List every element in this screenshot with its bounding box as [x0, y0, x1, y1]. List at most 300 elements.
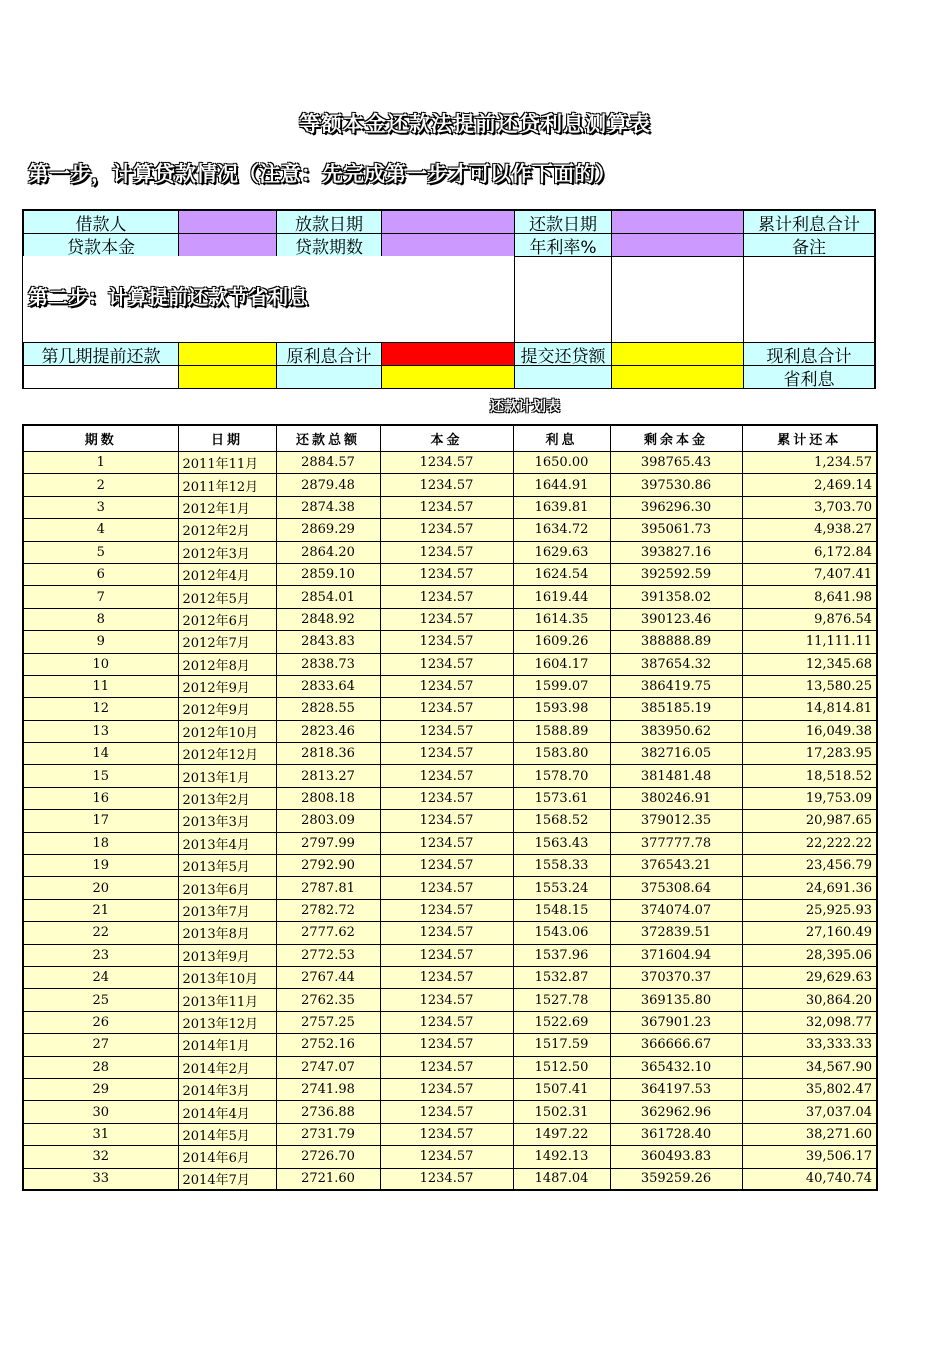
cell-remaining-principal[interactable]: 395061.73: [610, 519, 742, 541]
table-row: [23, 631, 877, 653]
cell-total-payment[interactable]: 2752.16: [276, 1034, 380, 1056]
cell-period[interactable]: 15: [23, 765, 178, 787]
cell-principal[interactable]: 1234.57: [380, 877, 513, 899]
table-row: [23, 1034, 877, 1056]
cell-total-payment[interactable]: 2782.72: [276, 899, 380, 921]
cell-interest[interactable]: 1644.91: [513, 474, 610, 496]
cell-cumulative-principal[interactable]: 33,333.33: [742, 1034, 877, 1056]
cell-remaining-principal[interactable]: 398765.43: [610, 452, 742, 474]
cell-interest[interactable]: 1583.80: [513, 743, 610, 765]
cell-cumulative-principal[interactable]: 35,802.47: [742, 1078, 877, 1100]
cell-interest[interactable]: 1573.61: [513, 787, 610, 809]
cell-period[interactable]: 6: [23, 563, 178, 585]
cell-principal[interactable]: 1234.57: [380, 922, 513, 944]
cell-total-payment[interactable]: 2797.99: [276, 832, 380, 854]
cell-period[interactable]: 13: [23, 720, 178, 742]
cell-period[interactable]: 11: [23, 675, 178, 697]
cell-period[interactable]: 24: [23, 966, 178, 988]
cell-period[interactable]: 4: [23, 519, 178, 541]
cell-total-payment[interactable]: 2747.07: [276, 1056, 380, 1078]
cell-period[interactable]: 7: [23, 586, 178, 608]
cell-cumulative-principal[interactable]: 19,753.09: [742, 787, 877, 809]
remarks-label: 备注: [743, 233, 875, 257]
row4-yellow-3[interactable]: [611, 365, 744, 389]
cell-total-payment[interactable]: 2843.83: [276, 631, 380, 653]
repay-date-label: 还款日期: [514, 210, 612, 234]
header-principal: 本金: [380, 425, 513, 452]
cell-total-payment[interactable]: 2864.20: [276, 541, 380, 563]
repay-date-input[interactable]: [611, 210, 744, 234]
cell-interest[interactable]: 1522.69: [513, 1011, 610, 1033]
cell-total-payment[interactable]: 2818.36: [276, 743, 380, 765]
table-row: [23, 608, 877, 630]
cell-principal[interactable]: 1234.57: [380, 586, 513, 608]
cell-period[interactable]: 30: [23, 1101, 178, 1123]
cell-date[interactable]: 2013年6月: [178, 877, 276, 899]
cell-total-payment[interactable]: 2874.38: [276, 496, 380, 518]
cell-total-payment[interactable]: 2823.46: [276, 720, 380, 742]
cell-remaining-principal[interactable]: 381481.48: [610, 765, 742, 787]
table-row: [23, 989, 877, 1011]
cell-remaining-principal[interactable]: 374074.07: [610, 899, 742, 921]
step2-heading: 第二步：计算提前还款节省利息: [28, 285, 308, 309]
cell-interest[interactable]: 1563.43: [513, 832, 610, 854]
cell-principal[interactable]: 1234.57: [380, 698, 513, 720]
cell-remaining-principal[interactable]: 392592.59: [610, 563, 742, 585]
cell-period[interactable]: 31: [23, 1123, 178, 1145]
orig-interest-value: [381, 342, 515, 366]
cell-total-payment[interactable]: 2757.25: [276, 1011, 380, 1033]
cell-remaining-principal[interactable]: 379012.35: [610, 810, 742, 832]
cell-date[interactable]: 2013年1月: [178, 765, 276, 787]
cell-cumulative-principal[interactable]: 13,580.25: [742, 675, 877, 697]
cell-date[interactable]: 2013年11月: [178, 989, 276, 1011]
cell-interest[interactable]: 1578.70: [513, 765, 610, 787]
cell-interest[interactable]: 1568.52: [513, 810, 610, 832]
cell-total-payment[interactable]: 2803.09: [276, 810, 380, 832]
table-row: [23, 563, 877, 585]
cell-date[interactable]: 2014年2月: [178, 1056, 276, 1078]
cell-cumulative-principal[interactable]: 37,037.04: [742, 1101, 877, 1123]
cell-remaining-principal[interactable]: 364197.53: [610, 1078, 742, 1100]
cell-cumulative-principal[interactable]: 29,629.63: [742, 966, 877, 988]
cell-principal[interactable]: 1234.57: [380, 474, 513, 496]
cell-interest[interactable]: 1548.15: [513, 899, 610, 921]
table-row: [23, 586, 877, 608]
header-interest: 利息: [513, 425, 610, 452]
cell-interest[interactable]: 1599.07: [513, 675, 610, 697]
cell-principal[interactable]: 1234.57: [380, 787, 513, 809]
prepay-period-label: 第几期提前还款: [23, 342, 179, 366]
cell-date[interactable]: 2014年1月: [178, 1034, 276, 1056]
cell-date[interactable]: 2013年3月: [178, 810, 276, 832]
cell-total-payment[interactable]: 2859.10: [276, 563, 380, 585]
cell-principal[interactable]: 1234.57: [380, 720, 513, 742]
cell-remaining-principal[interactable]: 369135.80: [610, 989, 742, 1011]
table-row: [23, 832, 877, 854]
cell-interest[interactable]: 1624.54: [513, 563, 610, 585]
table-row: [23, 899, 877, 921]
cell-remaining-principal[interactable]: 361728.40: [610, 1123, 742, 1145]
cell-date[interactable]: 2012年3月: [178, 541, 276, 563]
prepay-period-input[interactable]: [178, 342, 277, 366]
cell-cumulative-principal[interactable]: 1,234.57: [742, 452, 877, 474]
cell-remaining-principal[interactable]: 365432.10: [610, 1056, 742, 1078]
cell-date[interactable]: 2012年9月: [178, 698, 276, 720]
cell-period[interactable]: 9: [23, 631, 178, 653]
cell-interest[interactable]: 1527.78: [513, 989, 610, 1011]
cell-date[interactable]: 2014年4月: [178, 1101, 276, 1123]
cell-total-payment[interactable]: 2767.44: [276, 966, 380, 988]
header-total-payment: 还款总额: [276, 425, 380, 452]
cell-interest[interactable]: 1502.31: [513, 1101, 610, 1123]
submit-amount-input[interactable]: [611, 342, 744, 366]
cell-date[interactable]: 2013年4月: [178, 832, 276, 854]
cell-cumulative-principal[interactable]: 4,938.27: [742, 519, 877, 541]
cell-total-payment[interactable]: 2787.81: [276, 877, 380, 899]
cell-cumulative-principal[interactable]: 23,456.79: [742, 855, 877, 877]
cell-period[interactable]: 20: [23, 877, 178, 899]
cell-interest[interactable]: 1558.33: [513, 855, 610, 877]
cell-remaining-principal[interactable]: 393827.16: [610, 541, 742, 563]
cell-total-payment[interactable]: 2726.70: [276, 1146, 380, 1168]
cell-period[interactable]: 14: [23, 743, 178, 765]
cell-principal[interactable]: 1234.57: [380, 832, 513, 854]
table-row: [23, 653, 877, 675]
row4-yellow-2[interactable]: [381, 365, 515, 389]
table-row: [23, 698, 877, 720]
cell-date[interactable]: 2011年12月: [178, 474, 276, 496]
annual-rate-label: 年利率%: [514, 233, 612, 257]
cell-cumulative-principal[interactable]: 34,567.90: [742, 1056, 877, 1078]
cell-remaining-principal[interactable]: 385185.19: [610, 698, 742, 720]
submit-amount-label: 提交还贷额: [514, 342, 612, 366]
cell-period[interactable]: 26: [23, 1011, 178, 1033]
cell-total-payment[interactable]: 2777.62: [276, 922, 380, 944]
cell-cumulative-principal[interactable]: 16,049.38: [742, 720, 877, 742]
cell-principal[interactable]: 1234.57: [380, 541, 513, 563]
cell-total-payment[interactable]: 2762.35: [276, 989, 380, 1011]
cell-period[interactable]: 1: [23, 452, 178, 474]
cell-date[interactable]: 2012年12月: [178, 743, 276, 765]
cell-cumulative-principal[interactable]: 3,703.70: [742, 496, 877, 518]
cell-remaining-principal[interactable]: 372839.51: [610, 922, 742, 944]
cell-principal[interactable]: 1234.57: [380, 1168, 513, 1190]
cell-interest[interactable]: 1507.41: [513, 1078, 610, 1100]
cell-date[interactable]: 2012年2月: [178, 519, 276, 541]
cell-interest[interactable]: 1517.59: [513, 1034, 610, 1056]
row4-blank: [23, 365, 179, 389]
cell-date[interactable]: 2013年5月: [178, 855, 276, 877]
cell-interest[interactable]: 1512.50: [513, 1056, 610, 1078]
step1-heading: 第一步，计算贷款情况（注意：先完成第一步才可以作下面的）: [28, 162, 616, 186]
cell-principal[interactable]: 1234.57: [380, 743, 513, 765]
cell-date[interactable]: 2012年9月: [178, 675, 276, 697]
row4-cyan-2: [514, 365, 612, 389]
cell-interest[interactable]: 1588.89: [513, 720, 610, 742]
cell-date[interactable]: 2013年7月: [178, 899, 276, 921]
cell-period[interactable]: 18: [23, 832, 178, 854]
cell-remaining-principal[interactable]: 382716.05: [610, 743, 742, 765]
cell-total-payment[interactable]: 2884.57: [276, 452, 380, 474]
cell-period[interactable]: 10: [23, 653, 178, 675]
cell-cumulative-principal[interactable]: 30,864.20: [742, 989, 877, 1011]
cell-total-payment[interactable]: 2848.92: [276, 608, 380, 630]
cell-interest[interactable]: 1634.72: [513, 519, 610, 541]
cell-total-payment[interactable]: 2721.60: [276, 1168, 380, 1190]
cell-period[interactable]: 21: [23, 899, 178, 921]
cell-remaining-principal[interactable]: 376543.21: [610, 855, 742, 877]
header-cumulative-principal: 累计还本: [742, 425, 877, 452]
table-row: [23, 966, 877, 988]
cell-date[interactable]: 2012年5月: [178, 586, 276, 608]
cell-date[interactable]: 2012年1月: [178, 496, 276, 518]
cell-interest[interactable]: 1487.04: [513, 1168, 610, 1190]
cell-period[interactable]: 8: [23, 608, 178, 630]
table-row: [23, 855, 877, 877]
loan-date-label: 放款日期: [276, 210, 382, 234]
cell-interest[interactable]: 1639.81: [513, 496, 610, 518]
table-row: [23, 675, 877, 697]
blank-area-col2: [611, 256, 744, 343]
table-row: [23, 1011, 877, 1033]
cell-cumulative-principal[interactable]: 20,987.65: [742, 810, 877, 832]
cell-date[interactable]: 2012年8月: [178, 653, 276, 675]
cell-principal[interactable]: 1234.57: [380, 1011, 513, 1033]
cell-remaining-principal[interactable]: 360493.83: [610, 1146, 742, 1168]
cell-remaining-principal[interactable]: 370370.37: [610, 966, 742, 988]
cell-period[interactable]: 28: [23, 1056, 178, 1078]
cell-cumulative-principal[interactable]: 40,740.74: [742, 1168, 877, 1190]
table-row: [23, 474, 877, 496]
cell-cumulative-principal[interactable]: 7,407.41: [742, 563, 877, 585]
cell-principal[interactable]: 1234.57: [380, 519, 513, 541]
cell-remaining-principal[interactable]: 391358.02: [610, 586, 742, 608]
cell-period[interactable]: 17: [23, 810, 178, 832]
cell-remaining-principal[interactable]: 383950.62: [610, 720, 742, 742]
table-row: [23, 877, 877, 899]
cell-date[interactable]: 2014年5月: [178, 1123, 276, 1145]
cell-remaining-principal[interactable]: 371604.94: [610, 944, 742, 966]
new-interest-label: 现利息合计: [743, 342, 875, 366]
cell-principal[interactable]: 1234.57: [380, 1056, 513, 1078]
table-row: [23, 541, 877, 563]
cell-period[interactable]: 3: [23, 496, 178, 518]
cell-date[interactable]: 2014年3月: [178, 1078, 276, 1100]
cell-period[interactable]: 32: [23, 1146, 178, 1168]
cell-total-payment[interactable]: 2813.27: [276, 765, 380, 787]
cell-period[interactable]: 16: [23, 787, 178, 809]
table-row: [23, 496, 877, 518]
cell-principal[interactable]: 1234.57: [380, 855, 513, 877]
cell-principal[interactable]: 1234.57: [380, 1146, 513, 1168]
loan-term-input[interactable]: [381, 233, 515, 257]
cell-interest[interactable]: 1543.06: [513, 922, 610, 944]
cell-total-payment[interactable]: 2808.18: [276, 787, 380, 809]
table-row: [23, 720, 877, 742]
blank-area-col3[interactable]: [743, 256, 875, 343]
table-row: [23, 1056, 877, 1078]
cell-date[interactable]: 2012年7月: [178, 631, 276, 653]
cell-interest[interactable]: 1492.13: [513, 1146, 610, 1168]
cell-cumulative-principal[interactable]: 14,814.81: [742, 698, 877, 720]
cell-principal[interactable]: 1234.57: [380, 675, 513, 697]
cell-period[interactable]: 12: [23, 698, 178, 720]
cell-principal[interactable]: 1234.57: [380, 653, 513, 675]
row4-yellow-1[interactable]: [178, 365, 277, 389]
cell-principal[interactable]: 1234.57: [380, 496, 513, 518]
cell-cumulative-principal[interactable]: 12,345.68: [742, 653, 877, 675]
cell-interest[interactable]: 1497.22: [513, 1123, 610, 1145]
cell-principal[interactable]: 1234.57: [380, 1123, 513, 1145]
cell-date[interactable]: 2013年9月: [178, 944, 276, 966]
cell-remaining-principal[interactable]: 380246.91: [610, 787, 742, 809]
cell-total-payment[interactable]: 2879.48: [276, 474, 380, 496]
cell-period[interactable]: 23: [23, 944, 178, 966]
cell-cumulative-principal[interactable]: 11,111.11: [742, 631, 877, 653]
cell-remaining-principal[interactable]: 386419.75: [610, 675, 742, 697]
annual-rate-input[interactable]: [611, 233, 744, 257]
cell-total-payment[interactable]: 2792.90: [276, 855, 380, 877]
cell-period[interactable]: 25: [23, 989, 178, 1011]
cell-interest[interactable]: 1609.26: [513, 631, 610, 653]
cell-remaining-principal[interactable]: 387654.32: [610, 653, 742, 675]
row4-cyan-1: [276, 365, 382, 389]
cell-period[interactable]: 5: [23, 541, 178, 563]
table-row: [23, 1146, 877, 1168]
cell-remaining-principal[interactable]: 397530.86: [610, 474, 742, 496]
table-row: [23, 519, 877, 541]
cell-cumulative-principal[interactable]: 17,283.95: [742, 743, 877, 765]
cell-principal[interactable]: 1234.57: [380, 452, 513, 474]
cell-remaining-principal[interactable]: 377777.78: [610, 832, 742, 854]
table-row: [23, 1101, 877, 1123]
cell-cumulative-principal[interactable]: 9,876.54: [742, 608, 877, 630]
cell-cumulative-principal[interactable]: 22,222.22: [742, 832, 877, 854]
cell-principal[interactable]: 1234.57: [380, 966, 513, 988]
cell-cumulative-principal[interactable]: 25,925.93: [742, 899, 877, 921]
header-period: 期数: [23, 425, 178, 452]
cell-period[interactable]: 33: [23, 1168, 178, 1190]
loan-date-input[interactable]: [381, 210, 515, 234]
cell-period[interactable]: 2: [23, 474, 178, 496]
cell-cumulative-principal[interactable]: 32,098.77: [742, 1011, 877, 1033]
cell-principal[interactable]: 1234.57: [380, 1078, 513, 1100]
cell-interest[interactable]: 1619.44: [513, 586, 610, 608]
cell-cumulative-principal[interactable]: 18,518.52: [742, 765, 877, 787]
cell-remaining-principal[interactable]: 366666.67: [610, 1034, 742, 1056]
table-row: [23, 810, 877, 832]
cell-principal[interactable]: 1234.57: [380, 1101, 513, 1123]
cell-date[interactable]: 2012年4月: [178, 563, 276, 585]
blank-area-col1: [514, 256, 612, 343]
cell-date[interactable]: 2011年11月: [178, 452, 276, 474]
cell-date[interactable]: 2012年6月: [178, 608, 276, 630]
cell-total-payment[interactable]: 2772.53: [276, 944, 380, 966]
cell-remaining-principal[interactable]: 367901.23: [610, 1011, 742, 1033]
cell-date[interactable]: 2013年8月: [178, 922, 276, 944]
cell-remaining-principal[interactable]: 396296.30: [610, 496, 742, 518]
cell-interest[interactable]: 1614.35: [513, 608, 610, 630]
table-row: [23, 1078, 877, 1100]
cell-principal[interactable]: 1234.57: [380, 631, 513, 653]
cell-period[interactable]: 22: [23, 922, 178, 944]
borrower-input[interactable]: [178, 210, 277, 234]
table-row: [23, 787, 877, 809]
table-row: [23, 944, 877, 966]
cell-remaining-principal[interactable]: 390123.46: [610, 608, 742, 630]
table-row: [23, 452, 877, 474]
cell-cumulative-principal[interactable]: 2,469.14: [742, 474, 877, 496]
cell-total-payment[interactable]: 2731.79: [276, 1123, 380, 1145]
cell-date[interactable]: 2012年10月: [178, 720, 276, 742]
cell-principal[interactable]: 1234.57: [380, 989, 513, 1011]
cell-principal[interactable]: 1234.57: [380, 944, 513, 966]
cell-date[interactable]: 2014年7月: [178, 1168, 276, 1190]
cell-remaining-principal[interactable]: 375308.64: [610, 877, 742, 899]
cell-interest[interactable]: 1629.63: [513, 541, 610, 563]
cell-remaining-principal[interactable]: 359259.26: [610, 1168, 742, 1190]
cell-interest[interactable]: 1650.00: [513, 452, 610, 474]
table-header-row: [23, 425, 877, 452]
cell-period[interactable]: 19: [23, 855, 178, 877]
cell-cumulative-principal[interactable]: 8,641.98: [742, 586, 877, 608]
cell-period[interactable]: 29: [23, 1078, 178, 1100]
cell-principal[interactable]: 1234.57: [380, 608, 513, 630]
cell-interest[interactable]: 1537.96: [513, 944, 610, 966]
cell-principal[interactable]: 1234.57: [380, 899, 513, 921]
cell-date[interactable]: 2013年10月: [178, 966, 276, 988]
orig-interest-label: 原利息合计: [276, 342, 382, 366]
cell-interest[interactable]: 1532.87: [513, 966, 610, 988]
cell-cumulative-principal[interactable]: 24,691.36: [742, 877, 877, 899]
table-row: [23, 1168, 877, 1190]
cell-total-payment[interactable]: 2828.55: [276, 698, 380, 720]
cell-date[interactable]: 2013年2月: [178, 787, 276, 809]
cell-remaining-principal[interactable]: 362962.96: [610, 1101, 742, 1123]
cell-principal[interactable]: 1234.57: [380, 1034, 513, 1056]
table-row: [23, 743, 877, 765]
cell-total-payment[interactable]: 2741.98: [276, 1078, 380, 1100]
cell-total-payment[interactable]: 2833.64: [276, 675, 380, 697]
cell-interest[interactable]: 1604.17: [513, 653, 610, 675]
saved-interest-label: 省利息: [743, 365, 875, 389]
cell-date[interactable]: 2014年6月: [178, 1146, 276, 1168]
cell-interest[interactable]: 1593.98: [513, 698, 610, 720]
principal-input[interactable]: [178, 233, 277, 257]
cell-principal[interactable]: 1234.57: [380, 765, 513, 787]
cell-interest[interactable]: 1553.24: [513, 877, 610, 899]
cell-total-payment[interactable]: 2838.73: [276, 653, 380, 675]
cell-cumulative-principal[interactable]: 39,506.17: [742, 1146, 877, 1168]
cell-principal[interactable]: 1234.57: [380, 810, 513, 832]
cell-date[interactable]: 2013年12月: [178, 1011, 276, 1033]
cell-total-payment[interactable]: 2854.01: [276, 586, 380, 608]
cell-cumulative-principal[interactable]: 38,271.60: [742, 1123, 877, 1145]
cell-principal[interactable]: 1234.57: [380, 563, 513, 585]
repayment-schedule-table: [22, 424, 878, 1191]
header-date: 日期: [178, 425, 276, 452]
cell-cumulative-principal[interactable]: 27,160.49: [742, 922, 877, 944]
cell-total-payment[interactable]: 2736.88: [276, 1101, 380, 1123]
cell-remaining-principal[interactable]: 388888.89: [610, 631, 742, 653]
schedule-title: 还款计划表: [490, 399, 560, 415]
table-row: [23, 765, 877, 787]
cell-total-payment[interactable]: 2869.29: [276, 519, 380, 541]
cell-period[interactable]: 27: [23, 1034, 178, 1056]
cell-cumulative-principal[interactable]: 6,172.84: [742, 541, 877, 563]
cell-cumulative-principal[interactable]: 28,395.06: [742, 944, 877, 966]
